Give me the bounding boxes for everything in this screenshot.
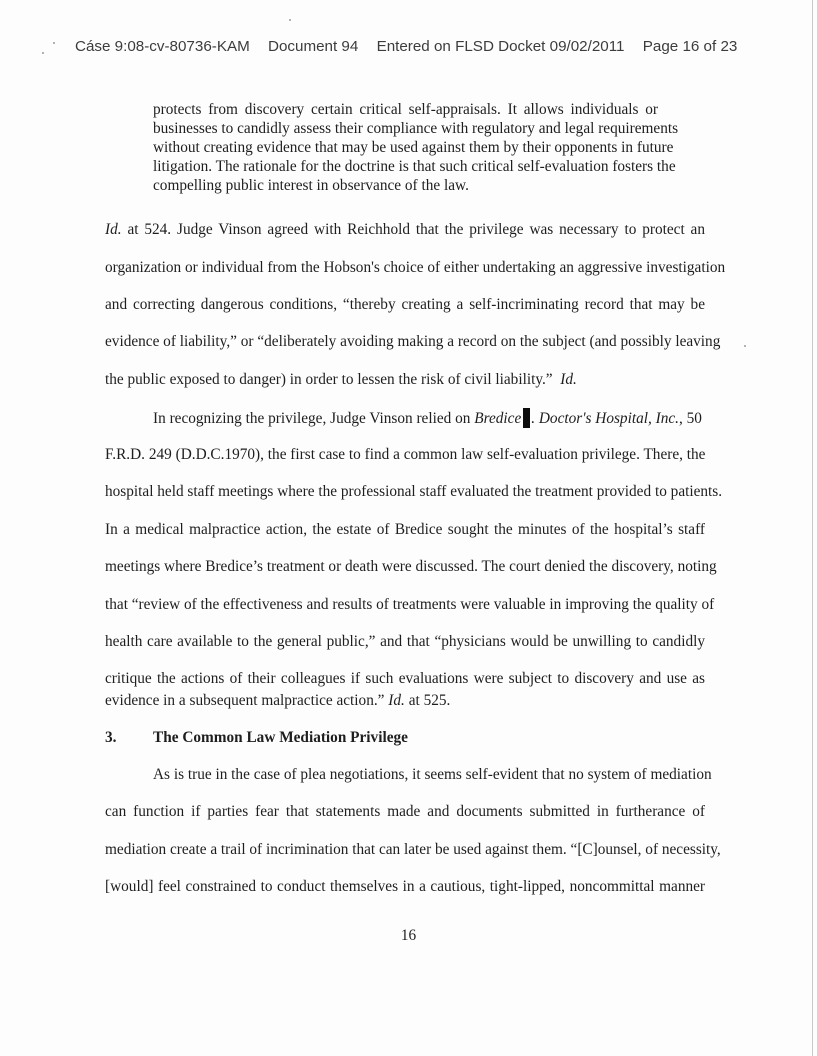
body-line: critique the actions of their colleagues if such evaluations were subject to discovery and use as xyxy=(105,670,705,687)
docket-entry: Entered on FLSD Docket 09/02/2011 xyxy=(376,38,625,55)
body-line: evidence of liability,” or “deliberately avoiding making a record on the subject (and possibly leaving xyxy=(105,333,721,350)
scan-speck xyxy=(744,345,746,347)
body-line: mediation create a trail of incrimination that can later be used against them. “[C]ounsel, of necessity, xyxy=(105,841,721,858)
body-line: As is true in the case of plea negotiations, it seems self-evident that no system of mediation xyxy=(153,766,712,783)
body-line: that “review of the effectiveness and results of treatments were valuable in improving the quality of xyxy=(105,596,715,613)
quote-line: compelling public interest in observance of the law. xyxy=(153,177,469,194)
body-line: can function if parties fear that statements made and documents submitted in furtherance of xyxy=(105,803,705,820)
case-name: . Doctor's Hospital, Inc. xyxy=(531,410,679,427)
citation: Id. xyxy=(560,371,577,388)
body-line: the public exposed to danger) in order to lessen the risk of civil liability.” Id. xyxy=(105,371,577,388)
section-heading xyxy=(105,729,408,747)
body-line: [would] feel constrained to conduct themselves in a cautious, tight-lipped, noncommittal manner xyxy=(105,878,705,895)
body-line: In a medical malpractice action, the estate of Bredice sought the minutes of the hospital’s staff xyxy=(105,521,705,538)
citation: Id. xyxy=(105,221,122,238)
body-line: health care available to the general public,” and that “physicians would be unwilling to candidly xyxy=(105,633,705,650)
quote-line: without creating evidence that may be used against them by their opponents in future xyxy=(153,139,674,156)
scan-speck xyxy=(289,19,291,21)
page-count: Page 16 of 23 xyxy=(642,38,738,55)
page-number: 16 xyxy=(400,927,417,944)
block-quote xyxy=(153,100,679,195)
section-number: 3. xyxy=(105,729,117,746)
document-number: Document 94 xyxy=(267,38,359,55)
body-line: hospital held staff meetings where the professional staff evaluated the treatment provided to patients. xyxy=(105,483,723,500)
body-line: evidence in a subsequent malpractice action.” Id. at 525. xyxy=(105,692,451,709)
quote-line: protects from discovery certain critical self-appraisals. It allows individuals or xyxy=(153,101,658,118)
page-edge-shadow xyxy=(812,0,813,1056)
body-line: organization or individual from the Hobson's choice of either undertaking an aggressive investigation xyxy=(105,259,726,276)
quote-line: businesses to candidly assess their compliance with regulatory and legal requirements xyxy=(153,120,679,137)
body-line: meetings where Bredice’s treatment or death were discussed. The court denied the discovery, noting xyxy=(105,558,717,575)
scan-speck xyxy=(53,42,55,44)
body-line: Id. at 524. Judge Vinson agreed with Reichhold that the privilege was necessary to protect an xyxy=(105,221,705,238)
case-number: Cáse 9:08-cv-80736-KAM xyxy=(75,38,250,55)
docket-header xyxy=(75,38,755,55)
body-line: F.R.D. 249 (D.D.C.1970), the first case to find a common law self-evaluation privilege. There, the xyxy=(105,446,706,463)
body-line: and correcting dangerous conditions, “thereby creating a self-incriminating record that may be xyxy=(105,296,705,313)
section-title: The Common Law Mediation Privilege xyxy=(153,729,408,746)
case-name: Bredice xyxy=(474,410,522,427)
redaction-mark xyxy=(523,408,530,428)
quote-line: litigation. The rationale for the doctrine is that such critical self-evaluation fosters the xyxy=(153,158,676,175)
body-line: In recognizing the privilege, Judge Vinson relied on Bredice . Doctor's Hospital, Inc., 50 xyxy=(153,410,702,427)
citation: Id. xyxy=(388,692,405,709)
scan-speck xyxy=(42,52,44,54)
